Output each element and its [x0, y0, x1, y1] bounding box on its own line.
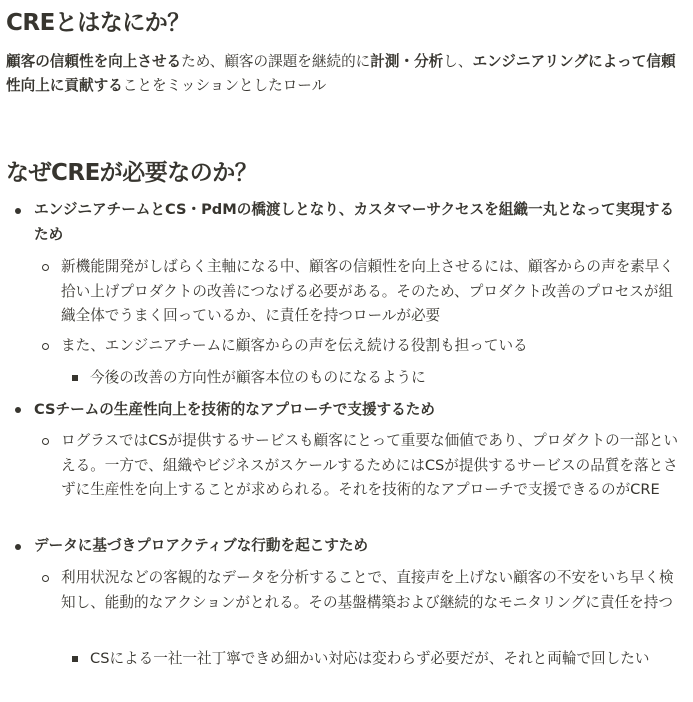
list-item: ログラスではCSが提供するサービスも顧客にとって重要な価値であり、プロダクトの一部といえる。一方で、組織やビジネスがスケールするためにはCSが提供するサービスの品質を落とさずに生産性を向上することが求められる。それを技術的なアプローチで支援できるのがCRE: [61, 432, 679, 498]
para-span-0: 顧客の信頼性を向上させる: [6, 53, 182, 70]
bullet-disc-icon: [15, 544, 21, 550]
list-item: CSによる一社一社丁寧できめ細かい対応は変わらず必要だが、それと両輪で回したい: [90, 650, 650, 667]
para-span-3: し、: [443, 53, 473, 70]
list-item: 新機能開発がしばらく主軸になる中、顧客の信頼性を向上させるには、顧客からの声を素早く拾い上げプロダクトの改善につなげる必要がある。そのため、プロダクト改善のプロセスが組織全体でうまく回っているか、に責任を持つロールが必要: [61, 258, 674, 324]
list-item: データに基づきプロアクティブな行動を起こすため: [34, 537, 369, 554]
bullet-circle-icon: [42, 343, 49, 350]
para-span-1: ため、顧客の課題を継続的に: [181, 53, 371, 70]
list-item: また、エンジニアチームに顧客からの声を伝え続ける役割も担っている: [61, 337, 528, 354]
bullet-circle-icon: [42, 575, 49, 582]
heading-why-cre: なぜCREが必要なのか？: [6, 160, 258, 186]
list-item: 利用状況などの客観的なデータを分析することで、直接声を上げない顧客の不安をいち早く検知し、能動的なアクションがとれる。その基盤構築および継続的なモニタリングに責任を持つ: [61, 569, 674, 611]
heading-what-is-cre: CREとはなにか？: [6, 10, 190, 36]
cre-definition-paragraph: [6, 50, 688, 98]
bullet-disc-icon: [15, 208, 21, 214]
bullet-disc-icon: [15, 407, 21, 413]
list-item: 今後の改善の方向性が顧客本位のものになるように: [90, 369, 426, 386]
list-item: エンジニアチームとCS・PdMの橋渡しとなり、カスタマーサクセスを組織一丸となって実現するため: [34, 201, 674, 243]
bullet-circle-icon: [42, 438, 49, 445]
list-item: CSチームの生産性向上を技術的なアプローチで支援するため: [34, 401, 435, 418]
para-span-2: 計測・分析: [370, 53, 444, 70]
bullet-square-icon: [72, 656, 78, 662]
bullet-square-icon: [72, 375, 78, 381]
bullet-circle-icon: [42, 264, 49, 271]
para-span-5: ことをミッションとしたロール: [122, 77, 327, 94]
para-span-4: エンジニアリングによって信頼性向上に貢献する: [6, 53, 676, 94]
